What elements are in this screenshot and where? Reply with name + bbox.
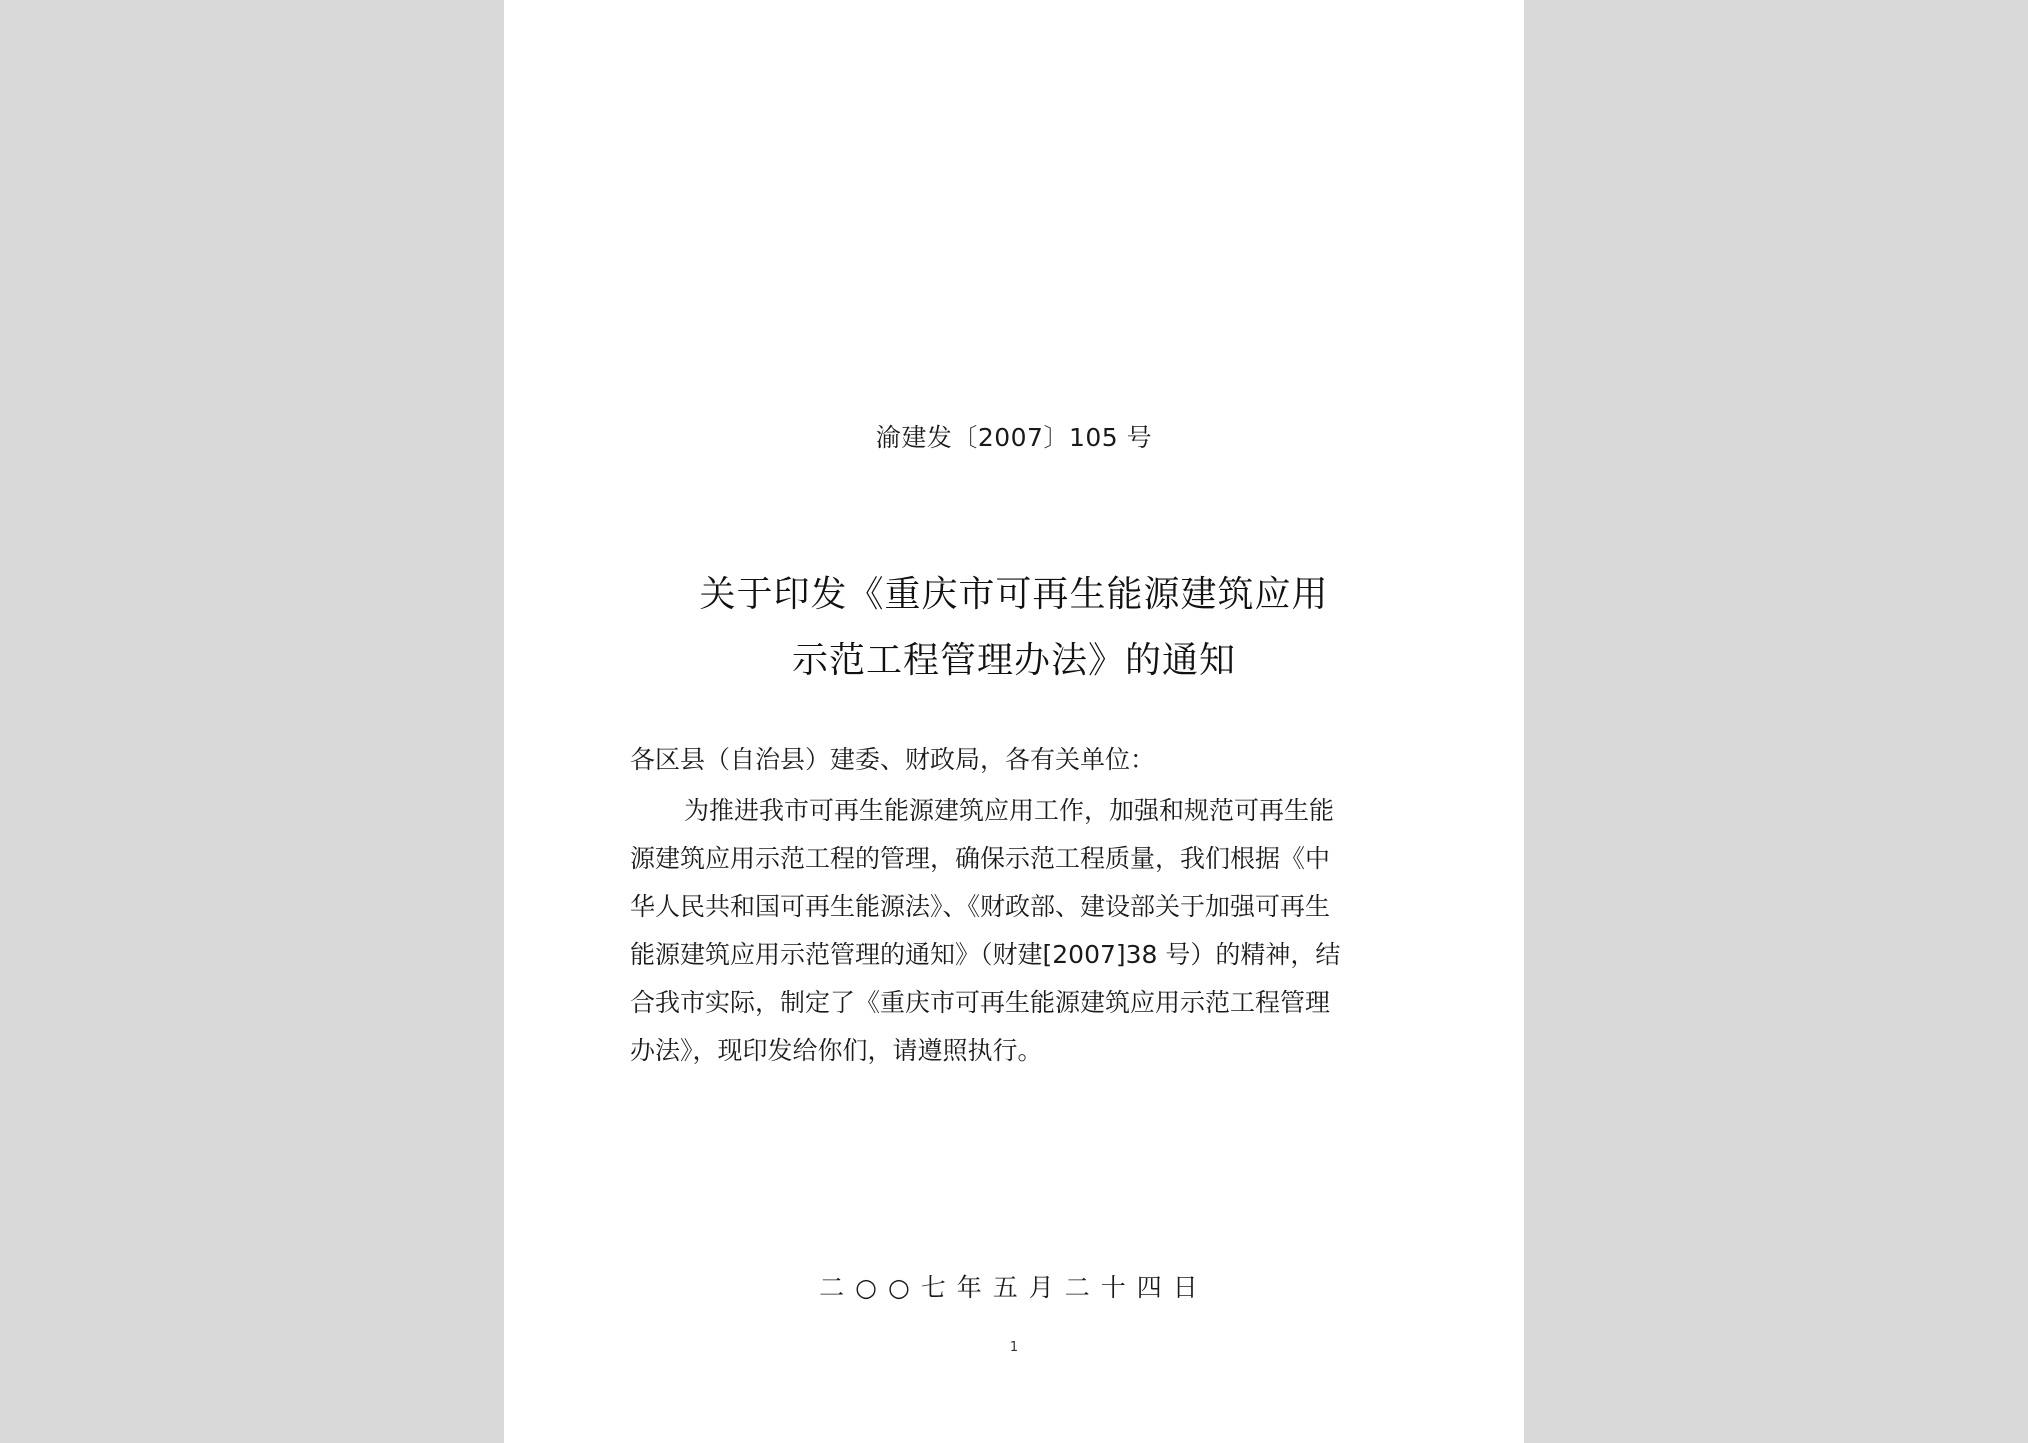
body-line: 办法》，现印发给你们，请遵照执行。 bbox=[630, 1036, 1043, 1065]
body-line: 为推进我市可再生能源建筑应用工作，加强和规范可再生能 bbox=[684, 796, 1335, 825]
body-paragraph bbox=[630, 787, 1410, 1075]
body-line: 能源建筑应用示范管理的通知》（财建[2007]38 号）的精神，结 bbox=[630, 940, 1341, 969]
page-number: 1 bbox=[1009, 1340, 1019, 1355]
body-line: 源建筑应用示范工程的管理，确保示范工程质量，我们根据《中 bbox=[630, 844, 1331, 873]
body-line: 合我市实际，制定了《重庆市可再生能源建筑应用示范工程管理 bbox=[630, 988, 1331, 1017]
issue-date: 二○○七年五月二十四日 bbox=[819, 1273, 1209, 1302]
document-page bbox=[504, 0, 1524, 1443]
salutation: 各区县（自治县）建委、财政局，各有关单位： bbox=[630, 745, 1156, 774]
document-number: 渝建发〔2007〕105 号 bbox=[875, 423, 1153, 452]
title-line-1: 关于印发《重庆市可再生能源建筑应用 bbox=[699, 574, 1329, 615]
document-title bbox=[504, 562, 1524, 694]
title-line-2: 示范工程管理办法》的通知 bbox=[791, 640, 1236, 681]
body-line: 华人民共和国可再生能源法》、《财政部、建设部关于加强可再生 bbox=[630, 892, 1331, 921]
